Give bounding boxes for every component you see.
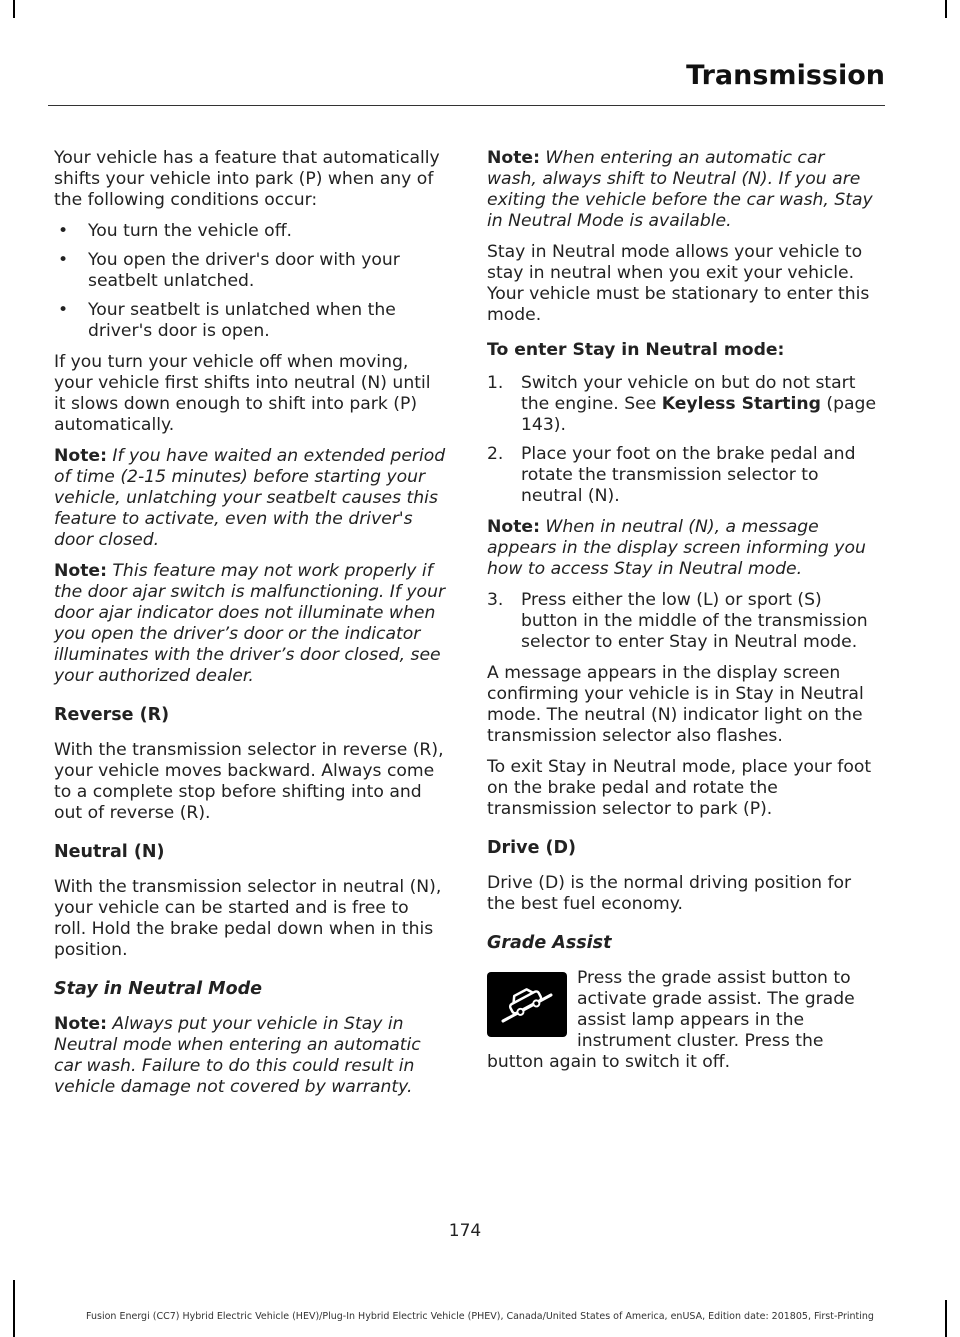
steps-list-a: [487, 373, 879, 507]
list-item: 1. Switch your vehicle on but do not start the engine. See Keyless Starting (page 143).: [487, 373, 877, 435]
note-display-message: Note: When in neutral (N), a message appears in the display screen informing you how to access Stay in Neutral mode.: [487, 517, 866, 579]
crop-mark-top-left: [13, 0, 15, 18]
steps-list-b: [487, 590, 879, 653]
reverse-heading: Reverse (R): [54, 705, 170, 725]
list-item: • You turn the vehicle off.: [58, 221, 293, 241]
list-item: 3. Press either the low (L) or sport (S) button in the middle of the transmission selector to enter Stay in Neutral mode.: [487, 590, 868, 652]
stay-in-neutral-heading: Stay in Neutral Mode: [54, 979, 262, 999]
right-column: [487, 148, 879, 1083]
neutral-heading: Neutral (N): [54, 842, 165, 862]
header-divider: [48, 105, 885, 106]
intro-paragraph: Your vehicle has a feature that automatically shifts your vehicle into park (P) when any of the following conditions occur:: [54, 148, 440, 210]
grade-assist-block: [487, 968, 879, 1073]
message-paragraph: A message appears in the display screen confirming your vehicle is in Stay in Neutral mode. The neutral (N) indicator light on the transmission selector also flashes.: [487, 663, 864, 746]
footer-edition: Fusion Energi (CC7) Hybrid Electric Vehicle (HEV)/Plug-In Hybrid Electric Vehicle (PHEV), Canada/United States of America, enUSA, Edition date: 201805, First-Printing: [86, 1311, 874, 1322]
reverse-paragraph: With the transmission selector in reverse (R), your vehicle moves backward. Always come to a complete stop before shifting into and out of reverse (R).: [54, 740, 444, 823]
neutral-paragraph: With the transmission selector in neutral (N), your vehicle can be started and is free to roll. Hold the brake pedal down when in this position.: [54, 877, 442, 960]
crop-mark-top-right: [945, 0, 947, 18]
drive-paragraph: Drive (D) is the normal driving position for the best fuel economy.: [487, 873, 852, 914]
grade-assist-paragraph: Press the grade assist button to activate grade assist. The grade assist lamp appears in the instrument cluster. Press the button again to switch it off.: [487, 968, 855, 1072]
keyless-starting-link[interactable]: Keyless Starting: [661, 394, 821, 414]
note-car-wash-warranty: Note: Always put your vehicle in Stay in Neutral mode when entering an automatic car wash. Failure to do this could result in vehicle damage not covered by warranty.: [54, 1014, 421, 1097]
note-seatbelt: Note: If you have waited an extended period of time (2-15 minutes) before starting your vehicle, unlatching your seatbelt causes this feature to activate, even with the driver's door closed.: [54, 446, 446, 550]
exit-paragraph: To exit Stay in Neutral mode, place your foot on the brake pedal and rotate the transmission selector to park (P).: [487, 757, 872, 819]
page-title: Transmission: [686, 60, 885, 91]
note-car-wash: Note: When entering an automatic car wash, always shift to Neutral (N). If you are exiting the vehicle before the car wash, Stay in Neutral Mode is available.: [487, 148, 873, 231]
enter-mode-heading: To enter Stay in Neutral mode:: [487, 340, 785, 360]
bullet-marker: •: [58, 300, 69, 320]
bullet-marker: •: [58, 250, 69, 270]
left-column: [54, 148, 446, 1108]
bullet-marker: •: [58, 221, 69, 241]
list-item: • Your seatbelt is unlatched when the driver's door is open.: [58, 300, 396, 341]
stay-paragraph: Stay in Neutral mode allows your vehicle to stay in neutral when you exit your vehicle. Your vehicle must be stationary to enter this mode.: [487, 242, 870, 325]
page-number: 174: [448, 1221, 482, 1241]
list-item: • You open the driver's door with your seatbelt unlatched.: [58, 250, 400, 291]
grade-assist-heading: Grade Assist: [487, 933, 612, 953]
grade-assist-icon: [487, 972, 567, 1037]
crop-mark-bottom-left: [13, 1280, 15, 1337]
conditions-list: [54, 221, 446, 342]
drive-heading: Drive (D): [487, 838, 577, 858]
note-door-ajar: Note: This feature may not work properly if the door ajar switch is malfunctioning. If your door ajar indicator does not illuminate when you open the driver’s door or the indicator illuminates with the driver’s door closed, see your authorized dealer.: [54, 561, 446, 686]
moving-paragraph: If you turn your vehicle off when moving, your vehicle first shifts into neutral (N) until it slows down enough to shift into park (P) automatically.: [54, 352, 431, 435]
list-item: 2. Place your foot on the brake pedal and rotate the transmission selector to neutral (N).: [487, 444, 856, 506]
